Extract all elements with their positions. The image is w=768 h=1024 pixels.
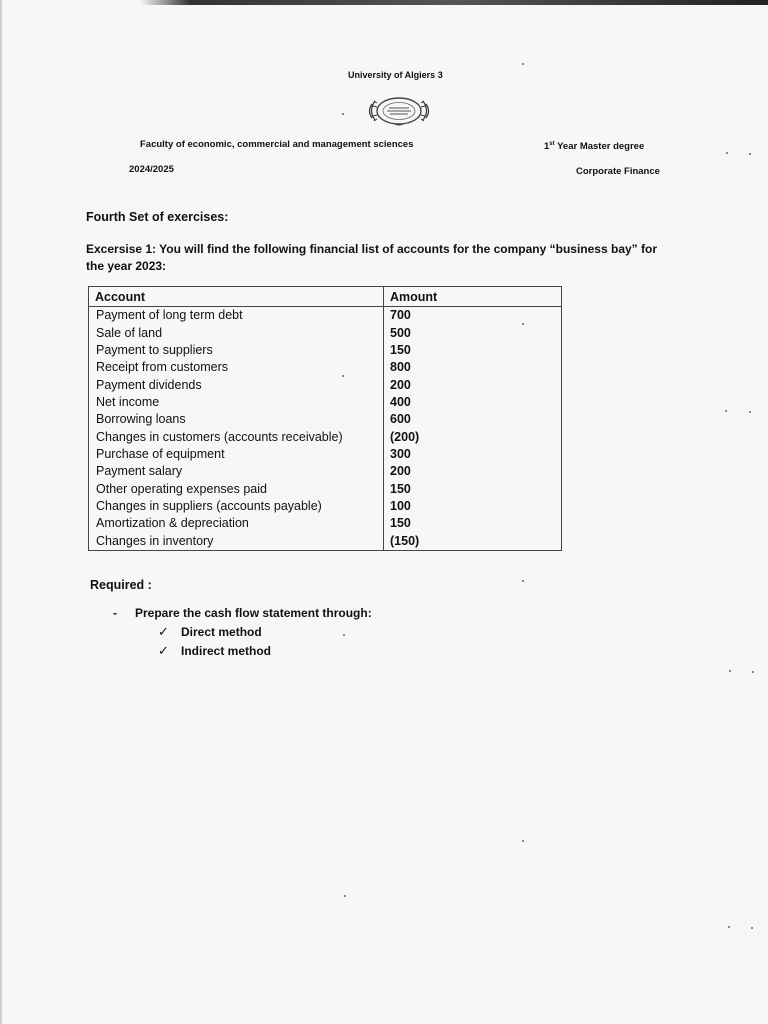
scan-speck: [522, 840, 524, 842]
scan-speck: [522, 323, 524, 325]
table-row: [89, 394, 562, 411]
table-row: [89, 359, 562, 376]
bullet-dash: -: [113, 606, 117, 620]
amount-cell: 150: [384, 342, 562, 359]
table-row: [89, 515, 562, 532]
column-header-amount: Amount: [384, 287, 562, 307]
account-cell: Changes in suppliers (accounts payable): [89, 498, 384, 515]
amount-cell: 500: [384, 324, 562, 341]
table-row: [89, 480, 562, 497]
table-row: [89, 307, 562, 325]
table-row: [89, 342, 562, 359]
scan-speck: [342, 113, 344, 115]
required-heading: Required :: [90, 578, 152, 592]
exercise-statement: Excersise 1: You will find the following financial list of accounts for the company “business bay” for the year 2023:: [86, 242, 657, 273]
accounts-table: [88, 286, 562, 551]
scan-speck: [752, 671, 754, 673]
account-cell: Sale of land: [89, 324, 384, 341]
scan-speck: [728, 926, 730, 928]
scan-speck: [729, 670, 731, 672]
amount-cell: 300: [384, 446, 562, 463]
scan-speck: [522, 63, 524, 65]
method-direct: Direct method: [181, 625, 262, 639]
table-row: [89, 376, 562, 393]
amount-cell: 800: [384, 359, 562, 376]
page-top-edge: [140, 0, 768, 5]
exercise-set-title: Fourth Set of exercises:: [86, 210, 229, 224]
account-cell: Borrowing loans: [89, 411, 384, 428]
amount-cell: 400: [384, 394, 562, 411]
scan-speck: [725, 410, 727, 412]
amount-cell: (150): [384, 532, 562, 550]
account-cell: Other operating expenses paid: [89, 480, 384, 497]
accounts-table-body: [89, 307, 562, 551]
column-header-account: Account: [89, 287, 384, 307]
page-left-edge: [0, 0, 2, 1024]
course-name: Corporate Finance: [576, 166, 660, 177]
amount-cell: 700: [384, 307, 562, 325]
account-cell: Payment salary: [89, 463, 384, 480]
university-name: University of Algiers 3: [348, 70, 443, 80]
checkmark-icon: ✓: [158, 624, 169, 639]
scan-speck: [751, 927, 753, 929]
account-cell: Payment dividends: [89, 376, 384, 393]
table-row: [89, 411, 562, 428]
table-row: [89, 428, 562, 445]
amount-cell: (200): [384, 428, 562, 445]
degree-label: [544, 141, 644, 152]
university-emblem-icon: [362, 94, 436, 128]
amount-cell: 150: [384, 480, 562, 497]
account-cell: Payment of long term debt: [89, 307, 384, 325]
scan-speck: [344, 895, 346, 897]
degree-text: Year Master degree: [554, 141, 645, 153]
amount-cell: 200: [384, 376, 562, 393]
scan-speck: [726, 152, 728, 154]
account-cell: Receipt from customers: [89, 359, 384, 376]
account-cell: Changes in customers (accounts receivable): [89, 428, 384, 445]
account-cell: Purchase of equipment: [89, 446, 384, 463]
table-row: [89, 532, 562, 550]
required-task: Prepare the cash flow statement through:: [135, 606, 372, 620]
amount-cell: 150: [384, 515, 562, 532]
amount-cell: 100: [384, 498, 562, 515]
faculty-name: Faculty of economic, commercial and management sciences: [140, 139, 414, 150]
account-cell: Changes in inventory: [89, 532, 384, 550]
academic-year: 2024/2025: [129, 164, 174, 175]
scan-speck: [749, 411, 751, 413]
method-indirect: Indirect method: [181, 644, 272, 658]
scan-speck: [522, 580, 524, 582]
amount-cell: 200: [384, 463, 562, 480]
scan-speck: [342, 375, 344, 377]
table-row: [89, 446, 562, 463]
account-cell: Amortization & depreciation: [89, 515, 384, 532]
account-cell: Net income: [89, 394, 384, 411]
account-cell: Payment to suppliers: [89, 342, 384, 359]
table-row: [89, 463, 562, 480]
scan-speck: [749, 153, 751, 155]
scan-speck: [343, 634, 345, 636]
checkmark-icon: ✓: [158, 643, 169, 658]
degree-number: 1: [544, 141, 550, 153]
table-header-row: [89, 287, 562, 307]
degree-suffix: st: [549, 141, 555, 147]
table-row: [89, 498, 562, 515]
table-row: [89, 324, 562, 341]
amount-cell: 600: [384, 411, 562, 428]
